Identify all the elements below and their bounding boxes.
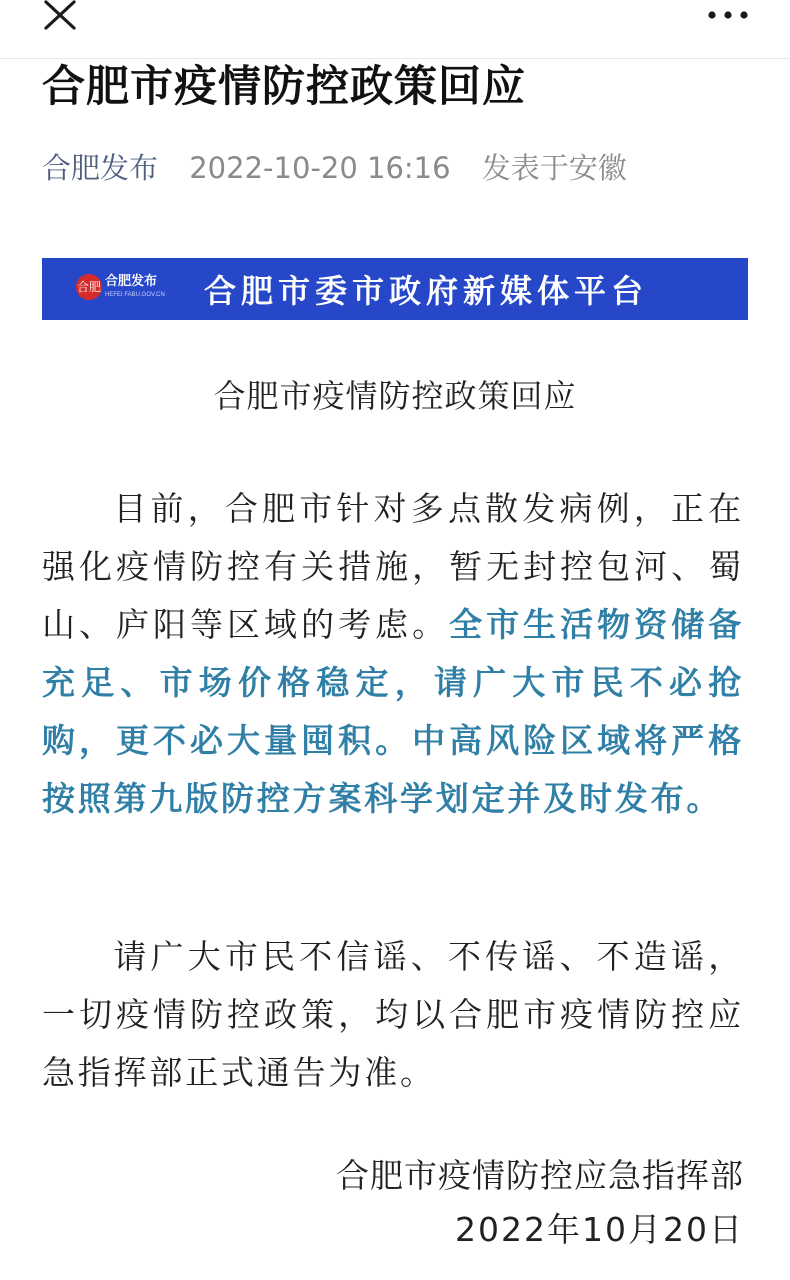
- account-name-link[interactable]: 合肥发布: [42, 151, 159, 185]
- article-heading: 合肥市疫情防控政策回应: [213, 377, 577, 415]
- top-bar: [0, 0, 790, 58]
- close-icon: [40, 0, 80, 34]
- banner-text: 合肥市委市政府新媒体平台: [204, 272, 649, 310]
- header-banner: [42, 258, 748, 320]
- paragraph-1: [42, 480, 744, 828]
- publish-datetime: 2022-10-20 16:16: [189, 151, 451, 185]
- paragraph-1-highlight: 全市生活物资储备充足、市场价格稳定，请广大市民不必抢购，更不必大量囤积。中高风险区域将严格按照第九版防控方案科学划定并及时发布。: [42, 605, 744, 818]
- paragraph-1-text: 目前，合肥市针对多点散发病例，正在强化疫情防控有关措施，暂无封控包河、蜀山、庐阳等区域的考虑。: [42, 489, 744, 644]
- topbar-divider: [0, 58, 790, 59]
- close-button[interactable]: [40, 0, 80, 34]
- article-title: 合肥市疫情防控政策回应: [42, 62, 526, 112]
- paragraph-2: [42, 928, 744, 1102]
- logo-url: HEFEI FABU.GOV.CN: [105, 292, 165, 298]
- publish-location: 发表于安徽: [481, 151, 627, 185]
- logo-seal-icon: 合肥: [76, 274, 102, 300]
- signature-org: 合肥市疫情防控应急指挥部: [336, 1156, 744, 1195]
- article-meta: [42, 148, 627, 188]
- more-menu-button[interactable]: [706, 6, 750, 26]
- logo-name: 合肥发布: [105, 274, 158, 289]
- signature-date: 2022年10月20日: [455, 1210, 744, 1249]
- paragraph-2-text: 请广大市民不信谣、不传谣、不造谣，一切疫情防控政策，均以合肥市疫情防控应急指挥部正式通告为准。: [42, 937, 744, 1092]
- banner-logo: [42, 258, 180, 320]
- more-horizontal-icon: [706, 6, 750, 26]
